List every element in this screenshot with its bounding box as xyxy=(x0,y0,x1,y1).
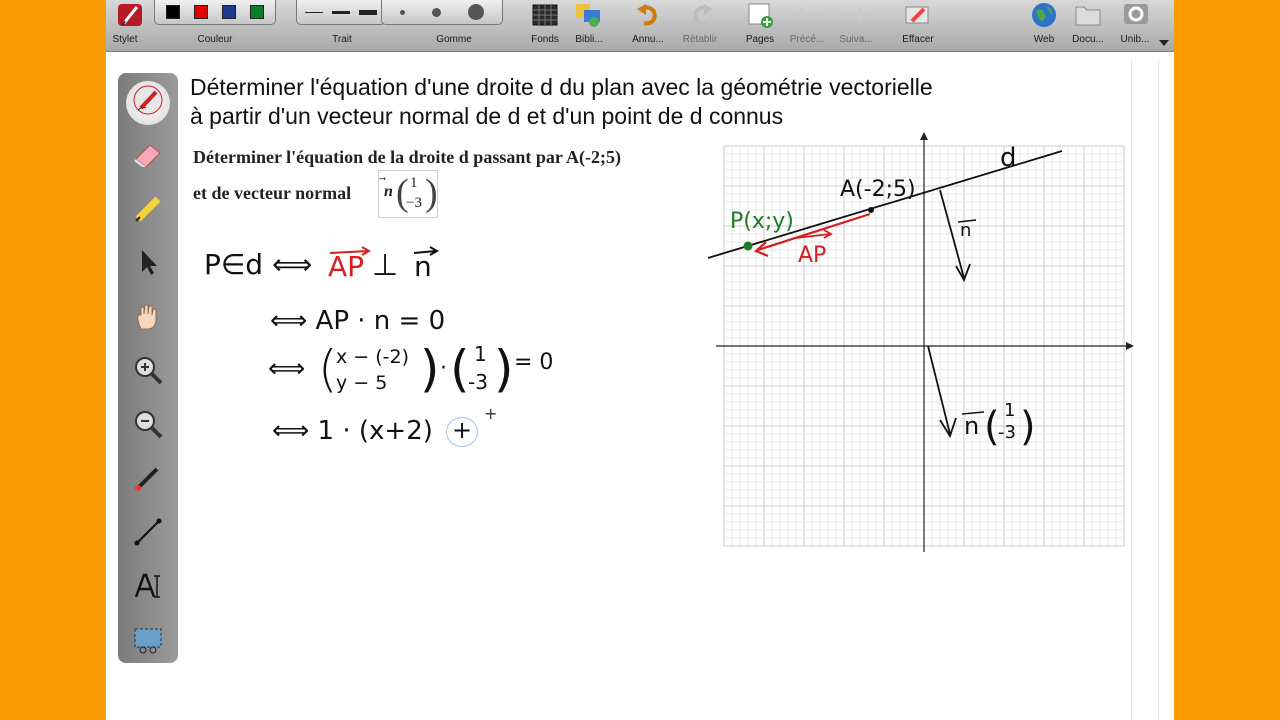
hand-tool[interactable] xyxy=(126,297,170,341)
label-n-big-right-paren: ) xyxy=(1020,404,1036,450)
zoom-out-icon xyxy=(132,408,164,447)
redo-icon xyxy=(688,3,714,32)
label-ap: AP xyxy=(798,243,827,268)
hw-line1-left: P∈d ⟺ xyxy=(204,248,313,281)
label-n-small: n xyxy=(960,220,972,241)
capture-tool[interactable] xyxy=(126,621,170,665)
label-n-big: n xyxy=(964,412,980,440)
color-picker[interactable] xyxy=(154,0,276,25)
zoom-in-tool[interactable] xyxy=(126,351,170,395)
toolbar-label-stylet: Stylet xyxy=(112,34,138,45)
color-blue-swatch[interactable] xyxy=(222,5,236,19)
point-a xyxy=(868,207,874,213)
problem-statement-line-1: Déterminer l'équation de la droite d passant par A(-2;5) xyxy=(193,147,621,167)
folder-icon xyxy=(1074,3,1102,32)
coordinate-graph[interactable] xyxy=(700,128,1140,558)
label-p: P(x;y) xyxy=(730,209,794,234)
hw-line4-plus: + xyxy=(452,416,473,444)
toolbar-label-trait: Trait xyxy=(332,34,352,45)
zoom-in-icon xyxy=(132,354,164,393)
vector-symbol: n xyxy=(384,183,393,200)
toolbar-label-precedent: Précé... xyxy=(789,34,825,45)
eraser-large-icon[interactable] xyxy=(468,4,484,20)
globe-icon xyxy=(1030,1,1058,34)
eraser-tool[interactable] xyxy=(126,135,170,179)
previous-page-button[interactable] xyxy=(790,2,822,32)
arrow-pointer-icon xyxy=(136,248,160,283)
web-button[interactable] xyxy=(1028,2,1060,32)
line-tool[interactable] xyxy=(126,513,170,557)
label-n-big-bottom: -3 xyxy=(998,422,1016,443)
stroke-thick-icon[interactable] xyxy=(359,10,377,15)
hw-line1-n: n xyxy=(414,250,432,283)
toolbar-label-gomme: Gomme xyxy=(436,34,472,45)
label-d: d xyxy=(1000,143,1017,173)
toolbar-label-couleur: Couleur xyxy=(197,34,233,45)
toolbar-label-effacer: Effacer xyxy=(902,34,934,45)
top-toolbar xyxy=(106,0,1174,52)
laser-pointer-icon xyxy=(133,463,163,500)
hw-line3-vec-left-paren: ( xyxy=(450,340,470,398)
library-icon xyxy=(574,2,604,33)
stroke-medium-icon[interactable] xyxy=(332,11,350,14)
pen-icon xyxy=(132,84,164,123)
hw-line1-perp: ⊥ xyxy=(372,248,399,283)
color-black-swatch[interactable] xyxy=(166,5,180,19)
label-n-big-left-paren: ( xyxy=(984,404,1000,450)
add-page-icon xyxy=(746,2,774,33)
graph-axes xyxy=(716,132,1134,552)
toolbar-label-retablir: Rétablir xyxy=(682,34,718,45)
toolbar-label-documents: Docu... xyxy=(1072,34,1104,45)
stroke-thin-icon[interactable] xyxy=(305,12,323,13)
hw-line3-vec-bottom: -3 xyxy=(468,370,488,394)
toolbar-label-bibli: Bibli... xyxy=(575,34,603,45)
arrow-right-icon xyxy=(842,5,870,30)
hw-line2: ⟺ AP · n = 0 xyxy=(270,306,446,336)
undo-icon xyxy=(636,3,662,32)
grid-background-icon xyxy=(532,4,558,31)
library-button[interactable] xyxy=(572,2,606,32)
marker-tool[interactable] xyxy=(126,189,170,233)
stylus-icon xyxy=(115,1,145,34)
clear-button[interactable] xyxy=(902,2,934,32)
hw-line3-vec-top: 1 xyxy=(474,342,487,366)
clear-eraser-icon xyxy=(904,3,932,32)
toolbar-label-uniboard: Unib... xyxy=(1120,34,1150,45)
vector-bottom-value: −3 xyxy=(406,195,422,211)
point-p xyxy=(744,242,753,251)
normal-vector-box xyxy=(378,170,438,218)
text-tool[interactable] xyxy=(126,567,170,611)
hw-line3-left-paren: ( xyxy=(318,340,338,398)
hw-line3-prefix: ⟺ xyxy=(268,354,306,384)
eraser-medium-icon[interactable] xyxy=(432,8,441,17)
cursor-crosshair-icon: + xyxy=(484,404,498,423)
zoom-out-tool[interactable] xyxy=(126,405,170,449)
pen-tool[interactable] xyxy=(126,81,170,125)
documents-button[interactable] xyxy=(1072,2,1104,32)
label-n-big-top: 1 xyxy=(1004,400,1016,421)
vector-right-paren: ) xyxy=(425,172,438,214)
stroke-picker[interactable] xyxy=(296,0,386,25)
hw-line3-right-paren: ) xyxy=(420,340,440,398)
redo-button[interactable] xyxy=(686,2,716,32)
page-title-line-1: Déterminer l'équation d'une droite d du plan avec la géométrie vectorielle xyxy=(190,74,933,100)
gear-icon xyxy=(1122,2,1150,33)
line-icon xyxy=(133,517,163,554)
highlighter-icon xyxy=(132,193,164,230)
text-icon xyxy=(133,571,163,608)
toolbar-label-annuler: Annu... xyxy=(632,34,664,45)
eraser-size-picker[interactable] xyxy=(381,0,503,25)
hw-line3-bottom: y − 5 xyxy=(336,372,388,394)
screen-capture-icon xyxy=(132,626,164,661)
eraser-icon xyxy=(132,139,164,176)
next-page-button[interactable] xyxy=(840,2,872,32)
eraser-small-icon[interactable] xyxy=(400,10,405,15)
hw-line3-top: x − (-2) xyxy=(336,346,410,368)
vector-left-paren: ( xyxy=(396,172,409,214)
hw-line4: ⟺ 1 · (x+2) xyxy=(272,416,433,446)
undo-button[interactable] xyxy=(634,2,664,32)
hand-icon xyxy=(133,301,163,338)
hw-line3-dot: · xyxy=(440,356,447,381)
vector-top-value: 1 xyxy=(410,175,418,191)
color-red-swatch[interactable] xyxy=(194,5,208,19)
hw-line3-vec-right-paren: ) xyxy=(494,340,514,398)
hw-line1-n-arrow xyxy=(412,245,442,257)
stylus-button[interactable] xyxy=(112,2,148,32)
hw-line3-suffix: = 0 xyxy=(514,350,554,375)
toolbar-label-web: Web xyxy=(1033,34,1055,45)
problem-statement-line-2: et de vecteur normal xyxy=(193,183,352,203)
toolbar-label-suivant: Suiva... xyxy=(839,34,873,45)
label-a: A(-2;5) xyxy=(840,177,916,202)
tool-palette xyxy=(118,73,178,663)
toolbar-label-pages: Pages xyxy=(745,34,775,45)
arrow-left-icon xyxy=(792,5,820,30)
hw-line1-ap: AP xyxy=(328,250,365,283)
hw-line1-ap-arrow xyxy=(328,245,374,257)
toolbar-label-fonds: Fonds xyxy=(531,34,559,45)
page-title-line-2: à partir d'un vecteur normal de d et d'un point de d connus xyxy=(190,103,784,129)
uniboard-button[interactable] xyxy=(1120,2,1152,32)
color-green-swatch[interactable] xyxy=(250,5,264,19)
selector-tool[interactable] xyxy=(126,243,170,287)
toolbar-overflow-chevron-icon[interactable] xyxy=(1159,40,1169,46)
pages-button[interactable] xyxy=(744,2,776,32)
background-button[interactable] xyxy=(530,2,560,32)
laser-pointer-tool[interactable] xyxy=(126,459,170,503)
